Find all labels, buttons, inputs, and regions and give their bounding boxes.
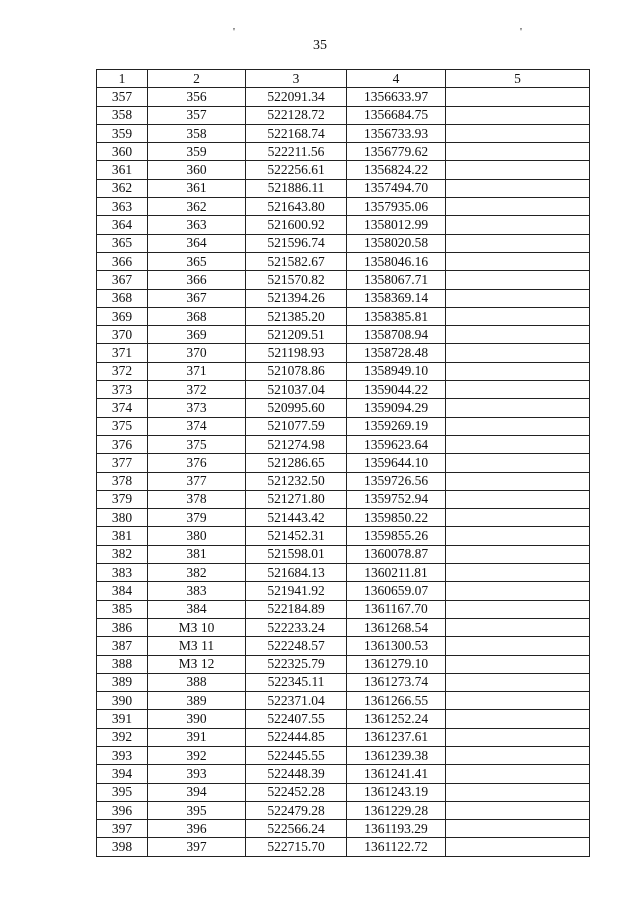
table-cell-col3: 522407.55 bbox=[246, 710, 347, 728]
table-cell-col5 bbox=[446, 838, 590, 856]
table-cell-col3: 521198.93 bbox=[246, 344, 347, 362]
table-cell-col3: 521684.13 bbox=[246, 564, 347, 582]
table-cell-col5 bbox=[446, 289, 590, 307]
table-cell-col1: 358 bbox=[97, 106, 148, 124]
table-cell-col5 bbox=[446, 252, 590, 270]
table-cell-col5 bbox=[446, 692, 590, 710]
table-cell-col4: 1359044.22 bbox=[347, 381, 446, 399]
table-row bbox=[97, 746, 590, 764]
table-cell-col3: 522444.85 bbox=[246, 728, 347, 746]
table-cell-col4: 1361193.29 bbox=[347, 820, 446, 838]
table-cell-col4: 1359623.64 bbox=[347, 435, 446, 453]
table-row bbox=[97, 838, 590, 856]
table-cell-col4: 1359752.94 bbox=[347, 490, 446, 508]
table-cell-col1: 395 bbox=[97, 783, 148, 801]
table-cell-col4: 1356779.62 bbox=[347, 143, 446, 161]
table-cell-col1: 398 bbox=[97, 838, 148, 856]
table-cell-col2: 361 bbox=[148, 179, 246, 197]
table-cell-col2: 373 bbox=[148, 399, 246, 417]
table-cell-col3: 521286.65 bbox=[246, 454, 347, 472]
table-cell-col3: 521078.86 bbox=[246, 362, 347, 380]
table-cell-col3: 522091.34 bbox=[246, 88, 347, 106]
table-cell-col2: 397 bbox=[148, 838, 246, 856]
table-cell-col4: 1358728.48 bbox=[347, 344, 446, 362]
table-cell-col4: 1361252.24 bbox=[347, 710, 446, 728]
table-row bbox=[97, 161, 590, 179]
table-cell-col5 bbox=[446, 710, 590, 728]
table-cell-col2: 378 bbox=[148, 490, 246, 508]
table-cell-col2: 372 bbox=[148, 381, 246, 399]
table-cell-col3: 521394.26 bbox=[246, 289, 347, 307]
table-cell-col2: 356 bbox=[148, 88, 246, 106]
table-row bbox=[97, 490, 590, 508]
table-cell-col2: 376 bbox=[148, 454, 246, 472]
table-cell-col1: 375 bbox=[97, 417, 148, 435]
scan-mark-left: ' bbox=[233, 26, 235, 38]
table-cell-col3: 522479.28 bbox=[246, 801, 347, 819]
table-row bbox=[97, 673, 590, 691]
table-cell-col5 bbox=[446, 527, 590, 545]
table-cell-col3: 520995.60 bbox=[246, 399, 347, 417]
column-header-3: 3 bbox=[246, 70, 347, 88]
table-cell-col4: 1359094.29 bbox=[347, 399, 446, 417]
table-cell-col2: 365 bbox=[148, 252, 246, 270]
table-row bbox=[97, 564, 590, 582]
table-cell-col2: 358 bbox=[148, 124, 246, 142]
table-cell-col2: 366 bbox=[148, 271, 246, 289]
table-cell-col2: 377 bbox=[148, 472, 246, 490]
table-cell-col1: 372 bbox=[97, 362, 148, 380]
table-cell-col1: 370 bbox=[97, 326, 148, 344]
table-cell-col5 bbox=[446, 143, 590, 161]
table-row bbox=[97, 252, 590, 270]
column-header-1: 1 bbox=[97, 70, 148, 88]
table-cell-col1: 387 bbox=[97, 637, 148, 655]
table-cell-col4: 1360078.87 bbox=[347, 545, 446, 563]
table-cell-col2: МЗ 12 bbox=[148, 655, 246, 673]
table-cell-col1: 357 bbox=[97, 88, 148, 106]
table-cell-col4: 1361239.38 bbox=[347, 746, 446, 764]
table-cell-col2: 360 bbox=[148, 161, 246, 179]
table-cell-col3: 521037.04 bbox=[246, 381, 347, 399]
table-cell-col2: 370 bbox=[148, 344, 246, 362]
table-cell-col1: 363 bbox=[97, 198, 148, 216]
table-cell-col2: 367 bbox=[148, 289, 246, 307]
table-cell-col3: 522325.79 bbox=[246, 655, 347, 673]
table-cell-col1: 373 bbox=[97, 381, 148, 399]
table-cell-col4: 1359269.19 bbox=[347, 417, 446, 435]
table-cell-col1: 391 bbox=[97, 710, 148, 728]
table-cell-col5 bbox=[446, 564, 590, 582]
table-cell-col2: 383 bbox=[148, 582, 246, 600]
table-cell-col1: 359 bbox=[97, 124, 148, 142]
table-row bbox=[97, 435, 590, 453]
table-cell-col3: 521886.11 bbox=[246, 179, 347, 197]
table-cell-col1: 397 bbox=[97, 820, 148, 838]
table-cell-col5 bbox=[446, 655, 590, 673]
table-cell-col1: 377 bbox=[97, 454, 148, 472]
table-cell-col5 bbox=[446, 399, 590, 417]
column-header-4: 4 bbox=[347, 70, 446, 88]
table-cell-col5 bbox=[446, 618, 590, 636]
table-cell-col3: 522128.72 bbox=[246, 106, 347, 124]
table-row bbox=[97, 326, 590, 344]
table-cell-col1: 392 bbox=[97, 728, 148, 746]
table-cell-col3: 521452.31 bbox=[246, 527, 347, 545]
table-cell-col4: 1356733.93 bbox=[347, 124, 446, 142]
table-cell-col1: 368 bbox=[97, 289, 148, 307]
table-cell-col4: 1361241.41 bbox=[347, 765, 446, 783]
table-cell-col4: 1361237.61 bbox=[347, 728, 446, 746]
table-cell-col1: 361 bbox=[97, 161, 148, 179]
table-cell-col3: 521570.82 bbox=[246, 271, 347, 289]
table-cell-col3: 521077.59 bbox=[246, 417, 347, 435]
table-cell-col2: 392 bbox=[148, 746, 246, 764]
table-cell-col2: МЗ 10 bbox=[148, 618, 246, 636]
table-cell-col2: 371 bbox=[148, 362, 246, 380]
table-cell-col1: 362 bbox=[97, 179, 148, 197]
table-cell-col1: 374 bbox=[97, 399, 148, 417]
table-row bbox=[97, 692, 590, 710]
table-cell-col2: 396 bbox=[148, 820, 246, 838]
table-cell-col4: 1356684.75 bbox=[347, 106, 446, 124]
table-cell-col4: 1360211.81 bbox=[347, 564, 446, 582]
table-cell-col5 bbox=[446, 161, 590, 179]
table-cell-col2: 384 bbox=[148, 600, 246, 618]
table-cell-col3: 522184.89 bbox=[246, 600, 347, 618]
table-row bbox=[97, 509, 590, 527]
table-cell-col3: 522256.61 bbox=[246, 161, 347, 179]
table-cell-col4: 1361300.53 bbox=[347, 637, 446, 655]
table-cell-col1: 388 bbox=[97, 655, 148, 673]
table-cell-col3: 522248.57 bbox=[246, 637, 347, 655]
table-cell-col2: 395 bbox=[148, 801, 246, 819]
table-cell-col4: 1356633.97 bbox=[347, 88, 446, 106]
table-cell-col5 bbox=[446, 216, 590, 234]
table-cell-col4: 1361273.74 bbox=[347, 673, 446, 691]
table-cell-col5 bbox=[446, 381, 590, 399]
table-row bbox=[97, 106, 590, 124]
table-cell-col1: 376 bbox=[97, 435, 148, 453]
table-cell-col1: 369 bbox=[97, 307, 148, 325]
table-cell-col2: 357 bbox=[148, 106, 246, 124]
table-cell-col5 bbox=[446, 106, 590, 124]
table-row bbox=[97, 88, 590, 106]
table-cell-col3: 522345.11 bbox=[246, 673, 347, 691]
table-row bbox=[97, 820, 590, 838]
table-row bbox=[97, 527, 590, 545]
table-cell-col3: 521582.67 bbox=[246, 252, 347, 270]
table-cell-col1: 379 bbox=[97, 490, 148, 508]
table-row bbox=[97, 289, 590, 307]
table-cell-col4: 1358020.58 bbox=[347, 234, 446, 252]
table-cell-col3: 522448.39 bbox=[246, 765, 347, 783]
table-cell-col3: 521600.92 bbox=[246, 216, 347, 234]
table-cell-col3: 522168.74 bbox=[246, 124, 347, 142]
table-cell-col4: 1358012.99 bbox=[347, 216, 446, 234]
table-row bbox=[97, 362, 590, 380]
table-cell-col4: 1357494.70 bbox=[347, 179, 446, 197]
table-cell-col5 bbox=[446, 435, 590, 453]
table-cell-col1: 364 bbox=[97, 216, 148, 234]
table-cell-col2: 389 bbox=[148, 692, 246, 710]
table-cell-col3: 521271.80 bbox=[246, 490, 347, 508]
table-cell-col1: 380 bbox=[97, 509, 148, 527]
table-row bbox=[97, 271, 590, 289]
table-row bbox=[97, 344, 590, 362]
table-row bbox=[97, 307, 590, 325]
table-cell-col5 bbox=[446, 179, 590, 197]
table-cell-col4: 1361122.72 bbox=[347, 838, 446, 856]
table-cell-col4: 1361167.70 bbox=[347, 600, 446, 618]
table-cell-col1: 385 bbox=[97, 600, 148, 618]
table-cell-col2: 364 bbox=[148, 234, 246, 252]
table-row bbox=[97, 728, 590, 746]
table-cell-col2: 388 bbox=[148, 673, 246, 691]
table-cell-col5 bbox=[446, 472, 590, 490]
table-cell-col5 bbox=[446, 746, 590, 764]
table-cell-col2: 375 bbox=[148, 435, 246, 453]
table-cell-col1: 371 bbox=[97, 344, 148, 362]
table-cell-col5 bbox=[446, 198, 590, 216]
table-cell-col5 bbox=[446, 344, 590, 362]
table-cell-col1: 366 bbox=[97, 252, 148, 270]
table-cell-col1: 383 bbox=[97, 564, 148, 582]
column-header-5: 5 bbox=[446, 70, 590, 88]
table-row bbox=[97, 655, 590, 673]
table-cell-col5 bbox=[446, 271, 590, 289]
table-row bbox=[97, 801, 590, 819]
table-cell-col1: 390 bbox=[97, 692, 148, 710]
table-row bbox=[97, 600, 590, 618]
table-row bbox=[97, 234, 590, 252]
table-row bbox=[97, 582, 590, 600]
table-row bbox=[97, 198, 590, 216]
table-cell-col4: 1361229.28 bbox=[347, 801, 446, 819]
table-cell-col4: 1359850.22 bbox=[347, 509, 446, 527]
table-row bbox=[97, 381, 590, 399]
table-cell-col3: 521643.80 bbox=[246, 198, 347, 216]
table-cell-col4: 1360659.07 bbox=[347, 582, 446, 600]
table-cell-col1: 378 bbox=[97, 472, 148, 490]
table-cell-col5 bbox=[446, 820, 590, 838]
table-cell-col3: 522452.28 bbox=[246, 783, 347, 801]
table-cell-col1: 381 bbox=[97, 527, 148, 545]
table-cell-col2: 374 bbox=[148, 417, 246, 435]
table-row bbox=[97, 124, 590, 142]
table-cell-col5 bbox=[446, 765, 590, 783]
table-cell-col4: 1358708.94 bbox=[347, 326, 446, 344]
table-cell-col2: 359 bbox=[148, 143, 246, 161]
table-cell-col4: 1361266.55 bbox=[347, 692, 446, 710]
scan-mark-right: ' bbox=[520, 26, 522, 38]
table-cell-col5 bbox=[446, 801, 590, 819]
table-cell-col4: 1358369.14 bbox=[347, 289, 446, 307]
table-cell-col4: 1358949.10 bbox=[347, 362, 446, 380]
table-cell-col5 bbox=[446, 582, 590, 600]
table-cell-col2: 362 bbox=[148, 198, 246, 216]
table-cell-col3: 521232.50 bbox=[246, 472, 347, 490]
table-cell-col3: 521443.42 bbox=[246, 509, 347, 527]
table-row bbox=[97, 216, 590, 234]
table-cell-col5 bbox=[446, 673, 590, 691]
table-cell-col1: 360 bbox=[97, 143, 148, 161]
table-cell-col4: 1358046.16 bbox=[347, 252, 446, 270]
table-row bbox=[97, 765, 590, 783]
table-row bbox=[97, 472, 590, 490]
table-row bbox=[97, 545, 590, 563]
table-cell-col2: 369 bbox=[148, 326, 246, 344]
table-cell-col5 bbox=[446, 509, 590, 527]
table-cell-col3: 522211.56 bbox=[246, 143, 347, 161]
table-cell-col3: 521596.74 bbox=[246, 234, 347, 252]
table-cell-col1: 386 bbox=[97, 618, 148, 636]
table-cell-col4: 1361279.10 bbox=[347, 655, 446, 673]
table-cell-col5 bbox=[446, 728, 590, 746]
table-cell-col3: 522445.55 bbox=[246, 746, 347, 764]
table-cell-col2: 381 bbox=[148, 545, 246, 563]
table-cell-col3: 521941.92 bbox=[246, 582, 347, 600]
table-cell-col2: 394 bbox=[148, 783, 246, 801]
table-row bbox=[97, 637, 590, 655]
table-row bbox=[97, 618, 590, 636]
table-cell-col5 bbox=[446, 326, 590, 344]
table-cell-col5 bbox=[446, 362, 590, 380]
table-row bbox=[97, 417, 590, 435]
table-cell-col4: 1358067.71 bbox=[347, 271, 446, 289]
table-cell-col4: 1356824.22 bbox=[347, 161, 446, 179]
table-cell-col5 bbox=[446, 234, 590, 252]
column-header-2: 2 bbox=[148, 70, 246, 88]
table-cell-col5 bbox=[446, 600, 590, 618]
table-cell-col5 bbox=[446, 417, 590, 435]
header-row bbox=[97, 70, 590, 88]
table-cell-col5 bbox=[446, 783, 590, 801]
table-cell-col3: 521274.98 bbox=[246, 435, 347, 453]
table-body bbox=[97, 88, 590, 856]
table-cell-col4: 1359644.10 bbox=[347, 454, 446, 472]
table-cell-col3: 522233.24 bbox=[246, 618, 347, 636]
table-row bbox=[97, 399, 590, 417]
table-cell-col4: 1357935.06 bbox=[347, 198, 446, 216]
table-row bbox=[97, 454, 590, 472]
table-cell-col1: 394 bbox=[97, 765, 148, 783]
table-cell-col3: 522715.70 bbox=[246, 838, 347, 856]
table-cell-col1: 382 bbox=[97, 545, 148, 563]
table-cell-col1: 393 bbox=[97, 746, 148, 764]
table-cell-col5 bbox=[446, 545, 590, 563]
table-cell-col2: 390 bbox=[148, 710, 246, 728]
table-cell-col5 bbox=[446, 637, 590, 655]
table-cell-col2: 380 bbox=[148, 527, 246, 545]
table-cell-col3: 521209.51 bbox=[246, 326, 347, 344]
table-cell-col1: 384 bbox=[97, 582, 148, 600]
table-row bbox=[97, 179, 590, 197]
table-cell-col2: 393 bbox=[148, 765, 246, 783]
table-cell-col3: 522566.24 bbox=[246, 820, 347, 838]
table-cell-col2: 379 bbox=[148, 509, 246, 527]
table-cell-col5 bbox=[446, 490, 590, 508]
table-cell-col2: 363 bbox=[148, 216, 246, 234]
table-cell-col3: 521598.01 bbox=[246, 545, 347, 563]
table-cell-col5 bbox=[446, 88, 590, 106]
table-cell-col4: 1359855.26 bbox=[347, 527, 446, 545]
table-row bbox=[97, 710, 590, 728]
table-row bbox=[97, 783, 590, 801]
table-cell-col5 bbox=[446, 124, 590, 142]
table-cell-col1: 389 bbox=[97, 673, 148, 691]
table-cell-col5 bbox=[446, 454, 590, 472]
coordinates-table bbox=[96, 69, 590, 857]
table-cell-col2: 391 bbox=[148, 728, 246, 746]
table-cell-col3: 521385.20 bbox=[246, 307, 347, 325]
table-cell-col2: 368 bbox=[148, 307, 246, 325]
table-cell-col1: 365 bbox=[97, 234, 148, 252]
table-cell-col2: 382 bbox=[148, 564, 246, 582]
table-cell-col1: 396 bbox=[97, 801, 148, 819]
table-cell-col3: 522371.04 bbox=[246, 692, 347, 710]
page-number: 35 bbox=[313, 38, 327, 53]
table-cell-col4: 1361243.19 bbox=[347, 783, 446, 801]
table-cell-col4: 1361268.54 bbox=[347, 618, 446, 636]
table-cell-col5 bbox=[446, 307, 590, 325]
table-cell-col1: 367 bbox=[97, 271, 148, 289]
table-cell-col4: 1358385.81 bbox=[347, 307, 446, 325]
table-cell-col2: МЗ 11 bbox=[148, 637, 246, 655]
table-row bbox=[97, 143, 590, 161]
table-cell-col4: 1359726.56 bbox=[347, 472, 446, 490]
